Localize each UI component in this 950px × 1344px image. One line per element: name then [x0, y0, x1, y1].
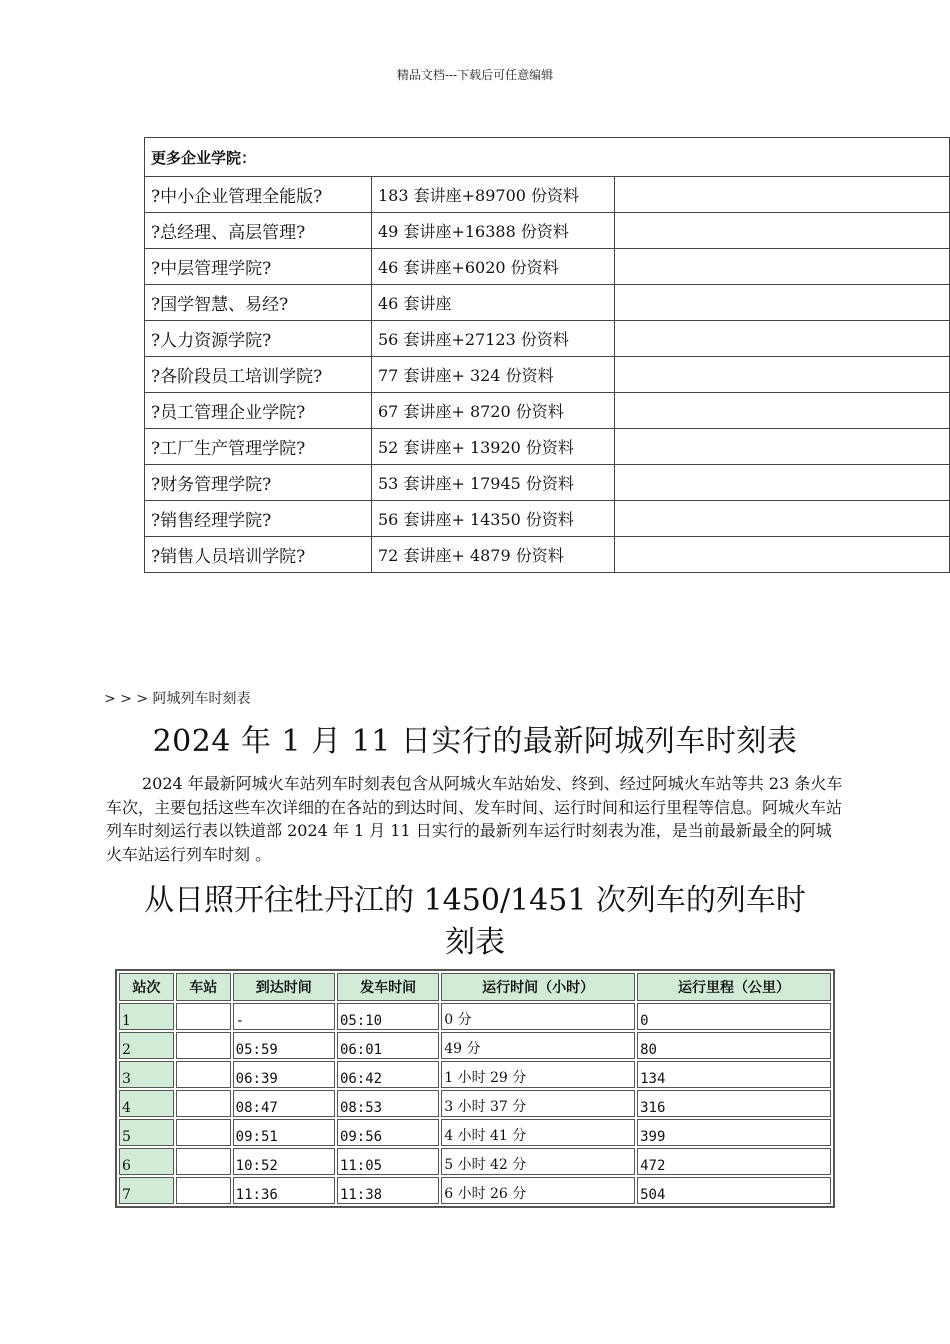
intro-paragraph: 2024 年最新阿城火车站列车时刻表包含从阿城火车站始发、终到、经过阿城火车站等共 23 条火车车次，主要包括这些车次详细的在各站的到达时间、发车时间、运行时间和运行里程等信息。阿城火车站列车时刻运行表以铁道部 2024 年 1 月 11 日实行的最新列车运行时刻表为准，是当前最新最全的阿城火车站运行列车时刻 。	[106, 774, 843, 864]
academy-empty-cell	[615, 537, 950, 573]
timetable-cell: 06:39	[233, 1061, 335, 1088]
academy-title: 更多企业学院：	[145, 138, 950, 177]
academy-name[interactable]: ?销售经理学院?	[145, 501, 372, 537]
timetable-cell	[176, 1148, 231, 1175]
breadcrumb[interactable]: > > > 阿城列车时刻表	[104, 691, 251, 707]
timetable-cell: 05:59	[233, 1032, 335, 1059]
academy-name[interactable]: ?国学智慧、易经?	[145, 285, 372, 321]
header-note: 精品文档---下载后可任意编辑	[396, 68, 554, 82]
timetable-cell: 7	[119, 1177, 174, 1204]
academy-name[interactable]: ?各阶段员工培训学院?	[145, 357, 372, 393]
academy-info: 52 套讲座+ 13920 份资料	[372, 429, 615, 465]
academy-row[interactable]	[145, 429, 950, 465]
academy-row[interactable]	[145, 465, 950, 501]
timetable-cell: 472	[637, 1148, 831, 1175]
academy-name[interactable]: ?中层管理学院?	[145, 249, 372, 285]
academy-title-row	[145, 138, 950, 177]
academy-info: 67 套讲座+ 8720 份资料	[372, 393, 615, 429]
academy-name[interactable]: ?员工管理企业学院?	[145, 393, 372, 429]
timetable-cell: 6	[119, 1148, 174, 1175]
timetable-header-cell: 车站	[176, 973, 231, 1001]
timetable-cell	[176, 1032, 231, 1059]
academy-name[interactable]: ?人力资源学院?	[145, 321, 372, 357]
timetable-cell: 5	[119, 1119, 174, 1146]
timetable-cell: 08:53	[337, 1090, 439, 1117]
academy-empty-cell	[615, 321, 950, 357]
timetable-header-cell: 运行里程（公里）	[637, 973, 831, 1001]
academy-name[interactable]: ?中小企业管理全能版?	[145, 177, 372, 213]
academy-info: 49 套讲座+16388 份资料	[372, 213, 615, 249]
timetable-cell: 504	[637, 1177, 831, 1204]
timetable-cell: 06:01	[337, 1032, 439, 1059]
academy-row[interactable]	[145, 321, 950, 357]
timetable-cell	[176, 1177, 231, 1204]
timetable-cell: 4	[119, 1090, 174, 1117]
academy-name[interactable]: ?总经理、高层管理?	[145, 213, 372, 249]
timetable-cell: 10:52	[233, 1148, 335, 1175]
academy-row[interactable]	[145, 357, 950, 393]
train-timetable	[115, 969, 835, 1208]
timetable-cell: -	[233, 1003, 335, 1030]
timetable-cell: 05:10	[337, 1003, 439, 1030]
timetable-title: 从日照开往牡丹江的 1450/1451 次列车的列车时刻表	[144, 883, 806, 960]
timetable-cell: 08:47	[233, 1090, 335, 1117]
timetable-cell: 0 分	[441, 1003, 635, 1030]
timetable-cell: 1	[119, 1003, 174, 1030]
academy-row[interactable]	[145, 249, 950, 285]
academy-info: 77 套讲座+ 324 份资料	[372, 357, 615, 393]
timetable-row	[119, 1090, 831, 1117]
academy-info: 72 套讲座+ 4879 份资料	[372, 537, 615, 573]
timetable-row	[119, 1177, 831, 1204]
academy-empty-cell	[615, 177, 950, 213]
timetable-header-row	[119, 973, 831, 1001]
academy-row[interactable]	[145, 177, 950, 213]
timetable-header-cell: 运行时间（小时）	[441, 973, 635, 1001]
timetable-row	[119, 1061, 831, 1088]
academy-table	[144, 137, 950, 573]
academy-row[interactable]	[145, 393, 950, 429]
timetable-cell: 09:51	[233, 1119, 335, 1146]
timetable-cell: 5 小时 42 分	[441, 1148, 635, 1175]
timetable-cell: 1 小时 29 分	[441, 1061, 635, 1088]
academy-empty-cell	[615, 285, 950, 321]
academy-name[interactable]: ?工厂生产管理学院?	[145, 429, 372, 465]
timetable-cell: 80	[637, 1032, 831, 1059]
timetable-cell: 49 分	[441, 1032, 635, 1059]
academy-empty-cell	[615, 393, 950, 429]
timetable-cell: 11:38	[337, 1177, 439, 1204]
timetable-cell: 3 小时 37 分	[441, 1090, 635, 1117]
timetable-cell	[176, 1119, 231, 1146]
timetable-header-cell: 站次	[119, 973, 174, 1001]
academy-info: 53 套讲座+ 17945 份资料	[372, 465, 615, 501]
academy-empty-cell	[615, 429, 950, 465]
timetable-cell: 4 小时 41 分	[441, 1119, 635, 1146]
timetable-cell	[176, 1061, 231, 1088]
academy-row[interactable]	[145, 285, 950, 321]
timetable-header-cell: 到达时间	[233, 973, 335, 1001]
academy-empty-cell	[615, 465, 950, 501]
academy-info: 183 套讲座+89700 份资料	[372, 177, 615, 213]
timetable-row	[119, 1032, 831, 1059]
timetable-cell: 0	[637, 1003, 831, 1030]
timetable-header-cell: 发车时间	[337, 973, 439, 1001]
timetable-cell: 09:56	[337, 1119, 439, 1146]
timetable-row	[119, 1119, 831, 1146]
academy-empty-cell	[615, 249, 950, 285]
academy-empty-cell	[615, 501, 950, 537]
academy-info: 56 套讲座+27123 份资料	[372, 321, 615, 357]
academy-empty-cell	[615, 213, 950, 249]
timetable-cell	[176, 1003, 231, 1030]
timetable-cell: 11:36	[233, 1177, 335, 1204]
academy-info: 46 套讲座	[372, 285, 615, 321]
timetable-cell: 134	[637, 1061, 831, 1088]
timetable-row	[119, 1148, 831, 1175]
academy-row[interactable]	[145, 213, 950, 249]
timetable-cell	[176, 1090, 231, 1117]
timetable-cell: 6 小时 26 分	[441, 1177, 635, 1204]
timetable-cell: 06:42	[337, 1061, 439, 1088]
timetable-cell: 2	[119, 1032, 174, 1059]
timetable-cell: 11:05	[337, 1148, 439, 1175]
page-title: 2024 年 1 月 11 日实行的最新阿城列车时刻表	[152, 724, 798, 759]
academy-name[interactable]: ?销售人员培训学院?	[145, 537, 372, 573]
timetable-row	[119, 1003, 831, 1030]
timetable-cell: 316	[637, 1090, 831, 1117]
academy-info: 46 套讲座+6020 份资料	[372, 249, 615, 285]
academy-name[interactable]: ?财务管理学院?	[145, 465, 372, 501]
academy-empty-cell	[615, 357, 950, 393]
timetable-cell: 399	[637, 1119, 831, 1146]
timetable-cell: 3	[119, 1061, 174, 1088]
academy-row[interactable]	[145, 537, 950, 573]
academy-row[interactable]	[145, 501, 950, 537]
academy-info: 56 套讲座+ 14350 份资料	[372, 501, 615, 537]
